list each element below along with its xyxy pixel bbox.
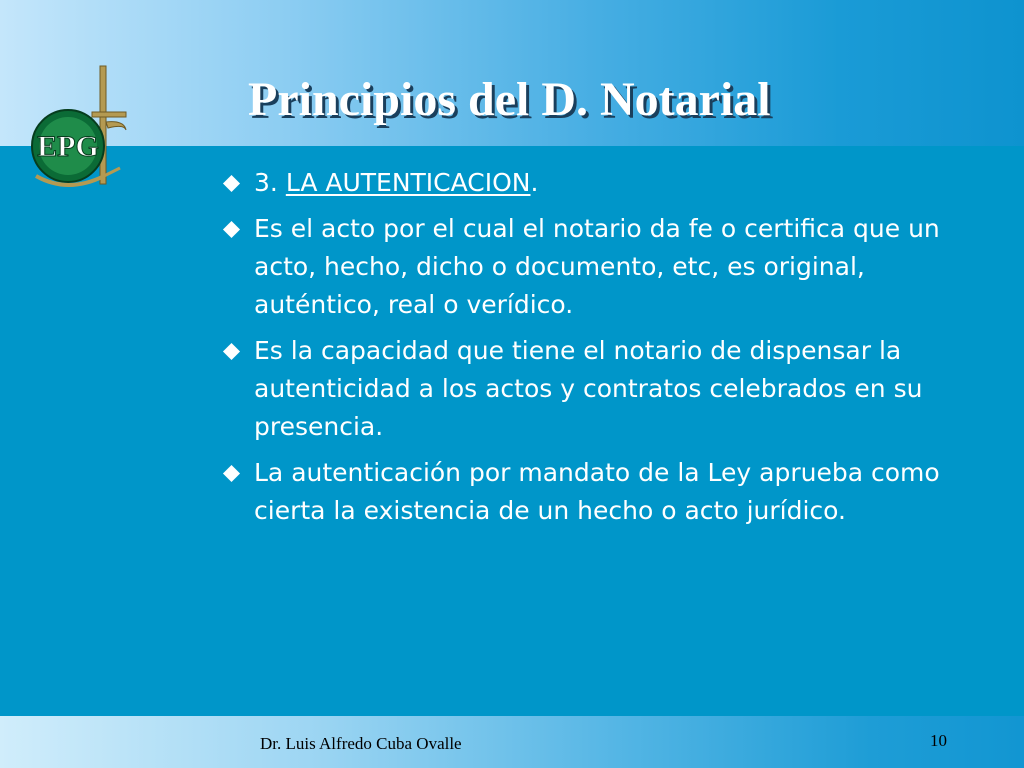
bullet-item: [214, 210, 974, 324]
footer-gradient-band: [0, 716, 1024, 768]
bullet-item-heading: [214, 164, 974, 202]
svg-text:EPG: EPG: [37, 130, 99, 163]
page-number: 10: [930, 731, 947, 750]
bullet-text: Es el acto por el cual el notario da fe o certifica que un acto, hecho, dicho o documento, etc, es original, auténtico, real o verídico.: [254, 214, 940, 319]
bullet-text: [254, 168, 538, 197]
epg-logo-icon: [28, 64, 132, 192]
bullet-item: [214, 454, 974, 530]
diamond-bullet-icon: [222, 342, 241, 361]
footer-author: Dr. Luis Alfredo Cuba Ovalle: [260, 734, 462, 753]
slide-title: Principios del D. Notarial: [248, 73, 771, 126]
bullet-list: [214, 164, 974, 538]
bullet-text: Es la capacidad que tiene el notario de dispensar la autenticidad a los actos y contratos celebrados en su presencia.: [254, 336, 923, 441]
heading-period: .: [530, 168, 539, 197]
diamond-bullet-icon: [222, 174, 241, 193]
heading-underlined-text: LA AUTENTICACION: [285, 168, 531, 197]
diamond-bullet-icon: [222, 220, 241, 239]
diamond-bullet-icon: [222, 464, 241, 483]
bullet-text: La autenticación por mandato de la Ley aprueba como cierta la existencia de un hecho o acto jurídico.: [254, 458, 940, 525]
heading-number: 3.: [254, 168, 286, 197]
bullet-item: [214, 332, 974, 446]
